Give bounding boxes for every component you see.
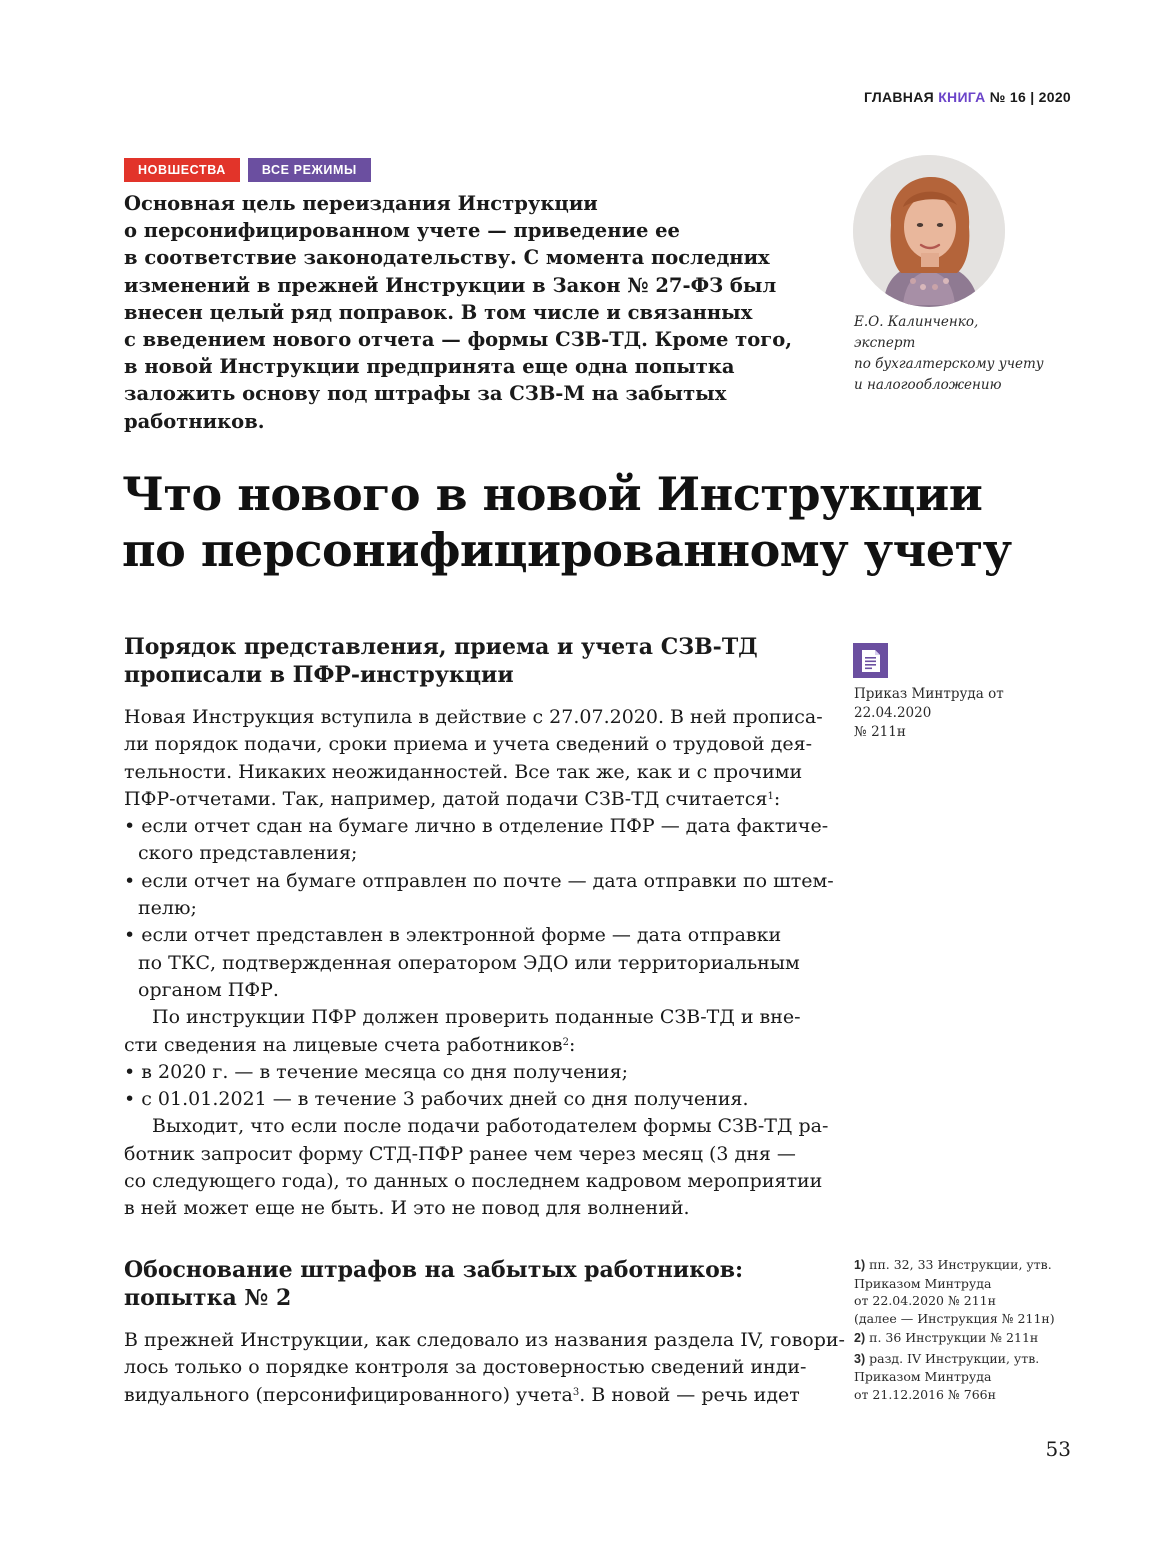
body-line: По инструкции ПФР должен проверить поданные СЗВ-ТД и внe- bbox=[152, 1006, 801, 1029]
footnote-number: 2) bbox=[854, 1331, 866, 1345]
author-photo bbox=[853, 155, 1005, 307]
body-line: В прежней Инструкции, как следовало из названия раздела IV, говори- bbox=[124, 1329, 845, 1351]
bullet-line: • если отчет сдан на бумаге лично в отделение ПФР — дата фактиче- bbox=[124, 815, 829, 838]
body-text: сти сведения на лицевые счета работников bbox=[124, 1033, 563, 1056]
body-line: тельности. Никаких неожиданностей. Все так же, как и с прочими bbox=[124, 760, 803, 783]
body-line: ботник запросит форму СТД-ПФР ранее чем через месяц (3 дня — bbox=[124, 1142, 796, 1165]
body-text: видуального (персонифицированного) учета bbox=[124, 1383, 573, 1406]
lead-line: в новой Инструкции предпринята еще одна попытка bbox=[124, 355, 735, 379]
masthead-brand-part1: ГЛАВНАЯ bbox=[863, 89, 934, 105]
bullet-line: ского представления; bbox=[138, 842, 358, 865]
lead-line: изменений в прежней Инструкции в Закон № 27-ФЗ был bbox=[124, 273, 777, 297]
footnote bbox=[854, 1350, 1094, 1404]
lead-line: о персонифицированном учете — приведение ее bbox=[124, 219, 680, 243]
heading-line: прописали в ПФР-инструкции bbox=[124, 662, 514, 688]
avatar-photo-icon bbox=[853, 155, 1005, 307]
footnote-text: п. 36 Инструкции № 211н bbox=[869, 1330, 1039, 1345]
author-role: эксперт bbox=[854, 335, 916, 351]
lead-line: внесен целый ряд поправок. В том числе и связанных bbox=[124, 300, 753, 324]
body-line bbox=[124, 1382, 814, 1409]
bullet-line: • если отчет представлен в электронной форме — дата отправки bbox=[124, 924, 782, 947]
masthead-brand-part2: КНИГА bbox=[938, 89, 986, 105]
body-text: ПФР-отчетами. Так, например, датой подачи СЗВ-ТД считается bbox=[124, 787, 768, 810]
body-line: Выходит, что если после подачи работодателем формы СЗВ-ТД ра- bbox=[152, 1115, 829, 1138]
footnote-line: Приказом Минтруда bbox=[854, 1369, 992, 1384]
body-text: . В новой — речь идет bbox=[579, 1383, 800, 1406]
footnote-text: пп. 32, 33 Инструкции, утв. bbox=[869, 1257, 1052, 1272]
section-heading bbox=[124, 1256, 814, 1312]
author-role: и налогообложению bbox=[854, 377, 1002, 393]
article-title bbox=[122, 466, 1082, 578]
section-body bbox=[124, 704, 834, 1223]
masthead bbox=[864, 89, 1071, 105]
body-line: ли порядок подачи, сроки приема и учета сведений о трудовой дея- bbox=[124, 733, 812, 756]
footnote-number: 3) bbox=[854, 1351, 866, 1366]
body-line: в ней может еще не быть. И это не повод для волнений. bbox=[124, 1197, 690, 1220]
body-line bbox=[124, 1032, 814, 1059]
bullet-line: • в 2020 г. — в течение месяца со дня получения; bbox=[124, 1060, 628, 1083]
document-icon bbox=[853, 643, 888, 678]
masthead-issue: № 16 | 2020 bbox=[989, 89, 1071, 105]
lead-line: в соответствие законодательству. С момента последних bbox=[124, 246, 770, 270]
footnote-text: разд. IV Инструкции, утв. bbox=[869, 1350, 1040, 1366]
footnote-ref: 3 bbox=[572, 1386, 580, 1398]
body-text: : bbox=[773, 787, 781, 810]
footnote-line: Приказом Минтруда bbox=[854, 1275, 992, 1291]
tag-all-regimes: ВСЕ РЕЖИМЫ bbox=[248, 158, 371, 182]
lead-line: заложить основу под штрафы за СЗВ-М на забытых bbox=[124, 382, 727, 406]
page-number: 53 bbox=[1045, 1437, 1071, 1461]
heading-line: попытка № 2 bbox=[124, 1285, 292, 1311]
heading-line: Порядок представления, приема и учета СЗВ-ТД bbox=[124, 634, 758, 660]
bullet-line: по ТКС, подтвержденная оператором ЭДО или территориальным bbox=[138, 951, 800, 974]
bullet-line: пелю; bbox=[138, 897, 197, 920]
rubric-tags bbox=[124, 158, 371, 182]
lead-line: с введением нового отчета — формы СЗВ-ТД. Кроме того, bbox=[124, 328, 793, 352]
body-line: Новая Инструкция вступила в действие с 27.07.2020. В ней пропиcа- bbox=[124, 706, 823, 728]
footnote-ref: 1 bbox=[767, 790, 774, 802]
lead-line: работников. bbox=[124, 409, 265, 433]
footnote-line bbox=[854, 1256, 1094, 1275]
footnote-number: 1) bbox=[854, 1258, 866, 1272]
bullet-line: органом ПФР. bbox=[138, 978, 279, 1001]
bullet-line: • с 01.01.2021 — в течение 3 рабочих дней со дня получения. bbox=[124, 1088, 749, 1111]
tag-novelties: НОВШЕСТВА bbox=[124, 158, 240, 182]
footnote bbox=[854, 1329, 1094, 1348]
heading-line: Обоснование штрафов на забытых работников: bbox=[124, 1257, 744, 1283]
footnote-line: от 22.04.2020 № 211н bbox=[854, 1293, 996, 1308]
footnote-ref: 2 bbox=[562, 1036, 569, 1048]
footnotes bbox=[854, 1256, 1094, 1405]
footnote-line: от 21.12.2016 № 766н bbox=[854, 1386, 996, 1402]
side-note-line: № 211н bbox=[854, 724, 906, 740]
body-line bbox=[124, 786, 814, 813]
body-line: со следующего года), то данных о последнем кадровом мероприятии bbox=[124, 1170, 823, 1193]
bullet-line: • если отчет на бумаге отправлен по почте — дата отправки по штем- bbox=[124, 869, 834, 892]
body-text: : bbox=[568, 1033, 576, 1056]
lead-paragraph bbox=[124, 190, 804, 435]
footnote-line bbox=[854, 1329, 1094, 1348]
section-body bbox=[124, 1327, 845, 1409]
side-note-line: Приказ Минтруда от 22.04.2020 bbox=[854, 686, 1004, 721]
side-note bbox=[854, 685, 1084, 742]
body-line: лось только о порядке контроля за достоверностью сведений инди- bbox=[124, 1356, 807, 1379]
footnote-line bbox=[854, 1350, 1094, 1369]
author-caption bbox=[854, 312, 1074, 396]
lead-line: Основная цель переиздания Инструкции bbox=[124, 192, 598, 215]
document-glyph-icon bbox=[860, 649, 882, 673]
footnote-line: (далее — Инструкция № 211н) bbox=[854, 1310, 1055, 1326]
title-line: Что нового в новой Инструкции bbox=[122, 467, 983, 521]
author-name: Е.О. Калинченко, bbox=[854, 314, 979, 330]
title-line: по персонифицированному учету bbox=[122, 523, 1012, 577]
footnote bbox=[854, 1256, 1094, 1327]
author-role: по бухгалтерскому учету bbox=[854, 356, 1044, 372]
section-heading bbox=[124, 633, 814, 689]
